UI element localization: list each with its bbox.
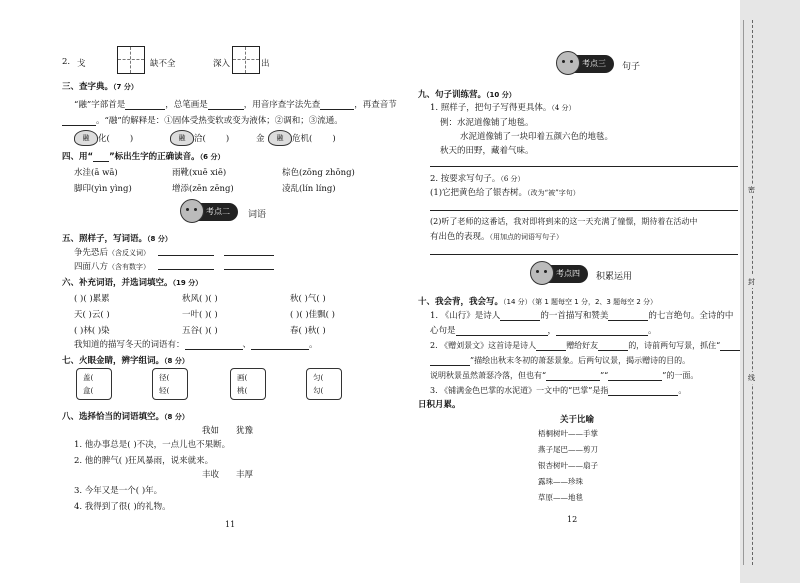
simile-item: 燕子尾巴——剪刀	[538, 445, 598, 454]
sec3-line1: “融”字部首是 ，总笔画是 ，用音序查字法先查 ，再查音节	[74, 100, 397, 110]
sec10-line2: 2. 《赠刘景文》这首诗是诗人 赠给好友 的，诗前两句写景，抓住“	[430, 340, 762, 351]
sec8-line: 1. 他办事总是( )不决，一点儿也不果断。	[74, 440, 231, 450]
leaf-icon: 融	[74, 130, 98, 146]
gutter-border	[743, 20, 744, 565]
sec9-sub2: 2. 按要求写句子。（6 分）	[430, 174, 525, 184]
sec9-question2a: (1)它把黄色给了银杏树。（改为“被”字句）	[430, 188, 580, 198]
word-option: 丰厚	[236, 470, 254, 480]
sec4-title2: ”标出生字的正确读音。	[109, 152, 200, 162]
sec3-opt3: 危机( )	[292, 134, 336, 144]
char-grid-1	[117, 46, 145, 74]
sec4-item: 增添(zēn zēng)	[172, 184, 234, 194]
sec9-score: （10 分）	[486, 91, 516, 99]
seal-line	[752, 20, 753, 565]
right-page	[400, 0, 740, 583]
simile-item: 露珠——珍珠	[538, 477, 583, 486]
sec3-opt1: 化( )	[98, 134, 134, 144]
sec9-question2b-cont: 有出色的表现。（用加点的词语写句子）	[430, 232, 564, 242]
word-option: 我如	[202, 426, 220, 436]
sec6-idiom: 一叶( )( )	[182, 310, 218, 320]
word-option: 丰收	[202, 470, 220, 480]
sec10-score: （14 分）（第 1 题每空 1 分，2、3 题每空 2 分）	[503, 298, 657, 306]
sec6-idiom: 天( )云( )	[74, 310, 110, 320]
sec10-line1: 1. 《山行》是诗人 的一首描写和赞美 的七言绝句。全诗的中	[430, 311, 734, 321]
answer-line[interactable]	[158, 255, 214, 256]
simile-item: 梧桐树叶——手掌	[538, 429, 598, 438]
sec6-idiom: ( )( )累累	[74, 294, 110, 304]
sec10-line2c: 说明秋景虽然萧瑟冷落，但也有“ ”“ ”的一面。	[430, 371, 699, 380]
sec9-example: 例：水泥道像铺了地毯。	[440, 118, 534, 128]
badge-title: 积累运用	[596, 272, 633, 282]
char-compare-box: 盖( 盒(	[76, 368, 112, 400]
seal-mark: 线	[748, 374, 755, 382]
seal-mark: 密	[748, 186, 755, 194]
sec6-idiom: 秋( )气( )	[290, 294, 326, 304]
answer-line[interactable]	[430, 210, 738, 211]
q2-number: 2.	[62, 57, 71, 67]
answer-line[interactable]	[430, 166, 738, 167]
sec8-line: 3. 今年又是一个( )年。	[74, 486, 163, 496]
sec6-idiom: 春( )秋( )	[290, 326, 326, 336]
answer-line[interactable]	[430, 254, 738, 255]
answer-line[interactable]	[224, 269, 274, 270]
sec9-question1: 秋天的田野，藏着气味。	[440, 146, 534, 156]
sec10-line2b: ”描绘出秋末冬初的萧瑟景象。后两句议景，揭示赠诗的目的。	[430, 355, 690, 366]
sec10-title: 十、我会背，我会写。	[418, 297, 504, 307]
seal-mark: 封	[748, 278, 755, 286]
sec8-line: 4. 我得到了很( )的礼物。	[74, 502, 171, 512]
sec3-opt2: 洽( )	[194, 134, 230, 144]
sec4-item: 脚印(yìn yìng)	[74, 184, 132, 194]
sec5-example1: 争先恐后（含反义词）	[74, 248, 151, 258]
badge-title: 句子	[622, 62, 641, 72]
sec6-title: 六、补充词语，并选词填空。	[62, 278, 173, 288]
sec5-example2: 四面八方（含有数字）	[74, 262, 151, 272]
sec9-question2b: (2)听了老师的这番话，我对即将到来的这一天充满了憧憬，期待着在活动中	[430, 217, 698, 226]
word-option: 犹豫	[236, 426, 254, 436]
sec6-idiom: ( )林( )染	[74, 326, 110, 336]
sec5-title: 五、照样子，写词语。	[62, 234, 148, 244]
q2-word1: 戈	[77, 59, 86, 69]
section-badge: 考点二	[184, 203, 238, 221]
page-number: 12	[567, 515, 578, 524]
sec9-sub1: 1. 照样子，把句子写得更具体。（4 分）	[430, 103, 576, 113]
page-number: 11	[225, 520, 236, 529]
sec8-line: 2. 他的脾气( )狂风暴雨，说来就来。	[74, 456, 214, 466]
sec10-line1b: 心句是 ， 。	[430, 326, 657, 336]
sec3-title: 三、查字典。	[62, 82, 114, 92]
sec6-idiom: 秋风( )( )	[182, 294, 218, 304]
sec6-idiom: ( )( )佳飘( )	[290, 310, 336, 320]
sec6-score: （19 分）	[172, 279, 203, 287]
q2-word2: 深入	[213, 59, 231, 69]
sec9-title: 九、句子训练营。	[418, 90, 487, 100]
sec4-title: 四、用“	[62, 152, 94, 162]
sec3-opt3a: 金	[256, 134, 265, 144]
answer-line[interactable]	[158, 269, 214, 270]
section-badge: 考点四	[534, 265, 588, 283]
sec5-score: （8 分）	[147, 235, 172, 243]
leaf-icon: 融	[268, 130, 292, 146]
mascot-icon	[556, 51, 580, 75]
char-compare-box: 画( 桃(	[230, 368, 266, 400]
leaf-icon: 融	[170, 130, 194, 146]
char-grid-2	[232, 46, 260, 74]
sec8-title: 八、选择恰当的词语填空。	[62, 412, 165, 422]
sec4-item: 水洼(ā wā)	[74, 168, 118, 178]
sec7-title: 七、火眼金睛，辨字组词。	[62, 356, 165, 366]
sec9-example-answer: 水泥道像铺了一块印着五颜六色的地毯。	[460, 132, 614, 142]
daily-title: 日积月累。	[418, 400, 461, 410]
mascot-icon	[180, 199, 204, 223]
simile-item: 草原——地毯	[538, 493, 583, 502]
section-badge: 考点三	[560, 55, 614, 73]
sec3-score: （7 分）	[113, 83, 138, 91]
sec4-item: 棕色(zōng zhōng)	[282, 168, 355, 178]
simile-item: 银杏树叶——扇子	[538, 461, 598, 470]
daily-subtitle: 关于比喻	[560, 415, 595, 425]
mascot-icon	[530, 261, 554, 285]
q2-after2: 出	[261, 59, 270, 69]
sec3-line2: 。“融”的解释是：①固体受热变软或变为液体；②调和；③流通。	[62, 114, 343, 126]
answer-line[interactable]	[224, 255, 274, 256]
q2-after1: 缺不全	[150, 59, 176, 69]
sec4-item: 雨靴(xuē xiē)	[172, 168, 227, 178]
badge-title: 词语	[248, 210, 267, 220]
sec7-score: （8 分）	[164, 357, 189, 365]
sec4-score: （6 分）	[199, 153, 225, 161]
sec6-closing: 我知道的描写冬天的词语有： 、 。	[74, 340, 318, 350]
char-compare-box: 匀( 勾(	[306, 368, 342, 400]
sec8-score: （8 分）	[164, 413, 189, 421]
sec4-item: 凌乱(lín líng)	[282, 184, 336, 194]
binding-gutter	[740, 0, 800, 583]
sec6-idiom: 五谷( )( )	[182, 326, 218, 336]
sec10-line3: 3. 《铺满金色巴掌的水泥道》一文中的“巴掌”是指 。	[430, 386, 687, 395]
char-compare-box: 径( 轻(	[152, 368, 188, 400]
